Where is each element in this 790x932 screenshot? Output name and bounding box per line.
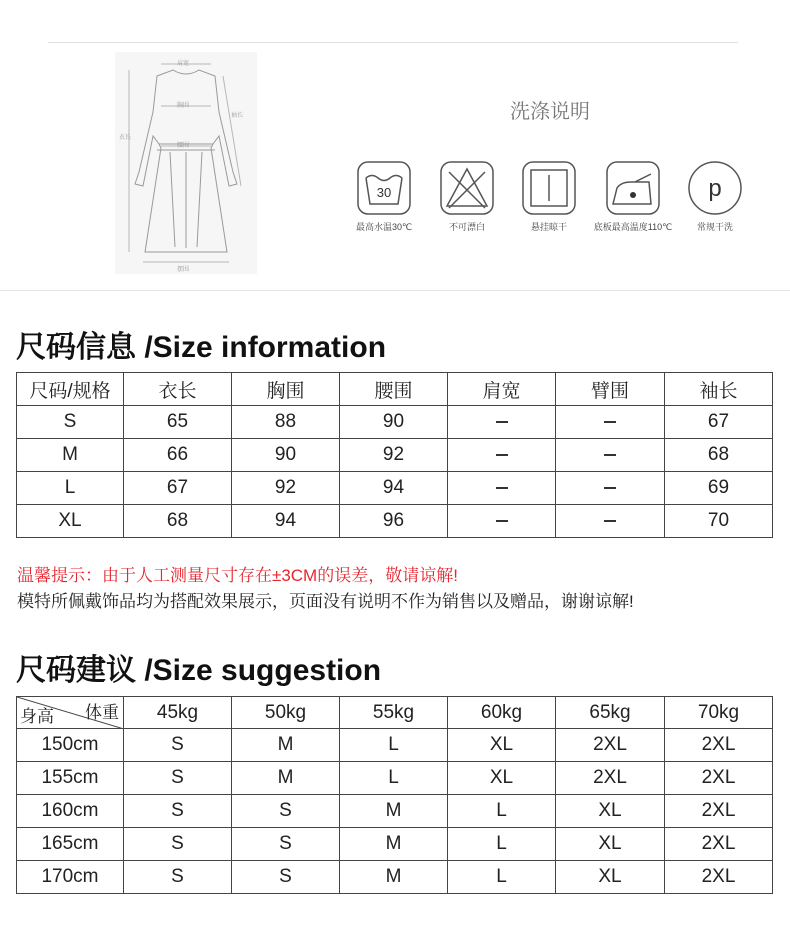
dress-diagram bbox=[115, 52, 257, 274]
header-size-spec: 尺码/规格 bbox=[17, 373, 124, 406]
table-row bbox=[17, 406, 773, 439]
label-length: 衣长 bbox=[119, 135, 132, 141]
wash-title: 洗涤说明 bbox=[510, 101, 590, 123]
cell-size: S bbox=[124, 828, 232, 861]
cell-size: S bbox=[124, 795, 232, 828]
cell-height: 165cm bbox=[17, 828, 124, 861]
label-sleeve: 袖长 bbox=[231, 113, 244, 119]
cell-shoulder bbox=[448, 439, 556, 472]
cell-size: 2XL bbox=[665, 861, 773, 894]
header-arm: 臂围 bbox=[556, 373, 665, 406]
label-hem: 摆围 bbox=[177, 267, 190, 273]
suggestion-header-row bbox=[17, 697, 773, 729]
cell-bust: 92 bbox=[232, 472, 340, 505]
wash-label-iron: 底板最高温度110℃ bbox=[593, 222, 673, 232]
wash-item-dry-clean bbox=[670, 160, 760, 233]
table-row bbox=[17, 439, 773, 472]
weight-header: 55kg bbox=[340, 697, 448, 729]
cell-size: XL bbox=[448, 729, 556, 762]
cell-size: 2XL bbox=[665, 729, 773, 762]
svg-text:p: p bbox=[708, 175, 722, 202]
cell-size: XL bbox=[556, 795, 665, 828]
corner-weight-label: 体重 bbox=[85, 703, 119, 722]
cell-size: S bbox=[232, 828, 340, 861]
wash-item-no-bleach bbox=[422, 160, 512, 233]
cell-bust: 90 bbox=[232, 439, 340, 472]
cell-size: S bbox=[124, 762, 232, 795]
cell-arm bbox=[556, 406, 665, 439]
table-row bbox=[17, 762, 773, 795]
cell-size: M bbox=[340, 861, 448, 894]
cell-length: 67 bbox=[124, 472, 232, 505]
table-row bbox=[17, 472, 773, 505]
wash-label-30: 最高水温30℃ bbox=[355, 222, 413, 232]
cell-height: 150cm bbox=[17, 729, 124, 762]
cell-sleeve: 70 bbox=[665, 505, 773, 538]
wash-label-dry-clean: 常规干洗 bbox=[696, 222, 733, 232]
label-shoulder: 肩宽 bbox=[177, 61, 190, 67]
size-info-title: 尺码信息 /Size information bbox=[16, 331, 387, 364]
size-suggestion-title: 尺码建议 /Size suggestion bbox=[16, 654, 382, 687]
weight-header: 60kg bbox=[448, 697, 556, 729]
cell-waist: 94 bbox=[340, 472, 448, 505]
cell-sleeve: 68 bbox=[665, 439, 773, 472]
cell-size: XL bbox=[556, 828, 665, 861]
cell-size: L bbox=[448, 795, 556, 828]
wash-label-no-bleach: 不可漂白 bbox=[448, 222, 485, 232]
cell-height: 155cm bbox=[17, 762, 124, 795]
table-row bbox=[17, 729, 773, 762]
cell-size: S bbox=[232, 795, 340, 828]
size-info-header-row bbox=[17, 373, 773, 406]
cell-size: 2XL bbox=[556, 729, 665, 762]
cell-bust: 94 bbox=[232, 505, 340, 538]
dash-mark bbox=[604, 454, 616, 456]
wash-label-line-dry: 悬挂晾干 bbox=[530, 222, 567, 232]
table-row bbox=[17, 861, 773, 894]
line-dry-icon bbox=[521, 160, 577, 216]
weight-header: 65kg bbox=[556, 697, 665, 729]
header-sleeve: 袖长 bbox=[665, 373, 773, 406]
cell-size: 2XL bbox=[556, 762, 665, 795]
cell-size: XL bbox=[448, 762, 556, 795]
cell-size: L bbox=[448, 861, 556, 894]
wash-item-30 bbox=[339, 160, 429, 233]
cell-sleeve: 69 bbox=[665, 472, 773, 505]
cell-arm bbox=[556, 505, 665, 538]
cell-length: 68 bbox=[124, 505, 232, 538]
cell-size: 2XL bbox=[665, 795, 773, 828]
cell-size: XL bbox=[17, 505, 124, 538]
cell-size: M bbox=[17, 439, 124, 472]
cell-arm bbox=[556, 472, 665, 505]
dry-clean-p-icon bbox=[687, 160, 743, 216]
cell-waist: 92 bbox=[340, 439, 448, 472]
label-waist: 腰围 bbox=[177, 143, 190, 149]
cell-size: 2XL bbox=[665, 762, 773, 795]
dash-mark bbox=[604, 520, 616, 522]
dash-mark bbox=[604, 421, 616, 423]
cell-size: M bbox=[340, 828, 448, 861]
section-divider bbox=[0, 290, 790, 291]
cell-waist: 96 bbox=[340, 505, 448, 538]
cell-size: 2XL bbox=[665, 828, 773, 861]
table-row bbox=[17, 828, 773, 861]
cell-size: XL bbox=[556, 861, 665, 894]
cell-shoulder bbox=[448, 472, 556, 505]
header-shoulder: 肩宽 bbox=[448, 373, 556, 406]
top-divider bbox=[48, 42, 738, 43]
cell-size: S bbox=[124, 861, 232, 894]
label-bust: 胸围 bbox=[177, 103, 190, 109]
cell-arm bbox=[556, 439, 665, 472]
cell-size: L bbox=[340, 762, 448, 795]
dash-mark bbox=[496, 520, 508, 522]
cell-shoulder bbox=[448, 505, 556, 538]
cell-size: L bbox=[17, 472, 124, 505]
wash-30-icon bbox=[356, 160, 412, 216]
cell-waist: 90 bbox=[340, 406, 448, 439]
wash-item-iron bbox=[588, 160, 678, 233]
cell-bust: 88 bbox=[232, 406, 340, 439]
svg-text:30: 30 bbox=[376, 185, 392, 200]
size-suggestion-table bbox=[16, 696, 773, 894]
no-bleach-icon bbox=[439, 160, 495, 216]
table-row bbox=[17, 795, 773, 828]
cell-size: M bbox=[340, 795, 448, 828]
cell-sleeve: 67 bbox=[665, 406, 773, 439]
table-row bbox=[17, 505, 773, 538]
cell-size: L bbox=[448, 828, 556, 861]
cell-shoulder bbox=[448, 406, 556, 439]
weight-header: 70kg bbox=[665, 697, 773, 729]
size-info-table bbox=[16, 372, 773, 538]
cell-size: S bbox=[232, 861, 340, 894]
header-bust: 胸围 bbox=[232, 373, 340, 406]
cell-size: S bbox=[124, 729, 232, 762]
corner-height-label: 身高 bbox=[20, 707, 54, 726]
weight-header: 45kg bbox=[124, 697, 232, 729]
disclaimer-note: 模特所佩戴饰品均为搭配效果展示，页面没有说明不作为销售以及赠品，谢谢谅解! bbox=[17, 592, 634, 611]
cell-length: 65 bbox=[124, 406, 232, 439]
cell-size: S bbox=[17, 406, 124, 439]
header-waist: 腰围 bbox=[340, 373, 448, 406]
iron-110-icon bbox=[605, 160, 661, 216]
header-length: 衣长 bbox=[124, 373, 232, 406]
cell-size: M bbox=[232, 729, 340, 762]
warning-note: 温馨提示：由于人工测量尺寸存在±3CM的误差，敬请谅解! bbox=[17, 566, 458, 585]
cell-length: 66 bbox=[124, 439, 232, 472]
cell-height: 170cm bbox=[17, 861, 124, 894]
cell-size: M bbox=[232, 762, 340, 795]
dash-mark bbox=[604, 487, 616, 489]
dash-mark bbox=[496, 487, 508, 489]
cell-height: 160cm bbox=[17, 795, 124, 828]
cell-size: L bbox=[340, 729, 448, 762]
corner-header bbox=[17, 697, 124, 729]
weight-header: 50kg bbox=[232, 697, 340, 729]
dash-mark bbox=[496, 421, 508, 423]
wash-item-line-dry bbox=[504, 160, 594, 233]
dash-mark bbox=[496, 454, 508, 456]
